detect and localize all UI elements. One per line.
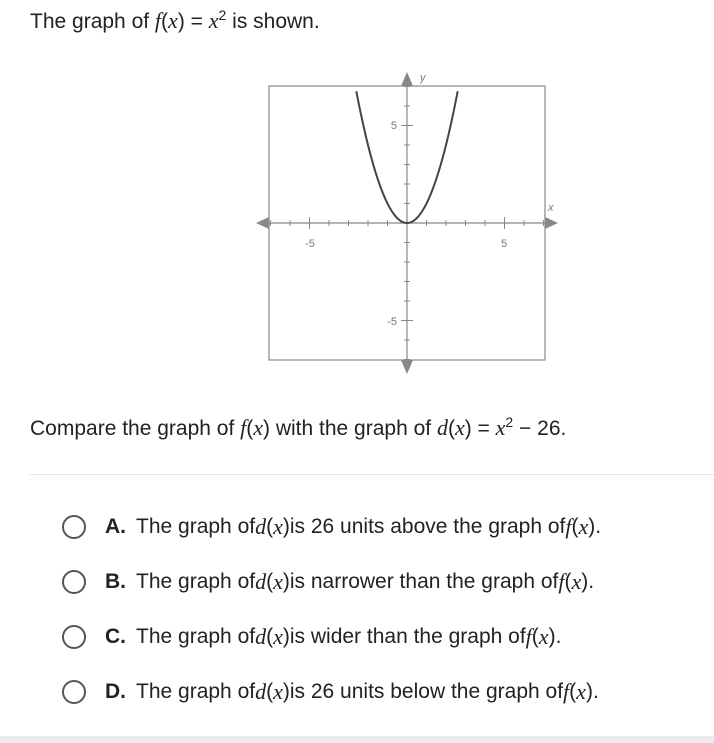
- function-name: f: [565, 514, 572, 539]
- variable: x: [578, 514, 589, 539]
- radio-button[interactable]: [62, 680, 86, 704]
- divider: [30, 474, 714, 475]
- exponent: 2: [218, 7, 227, 23]
- option-text: The graph of: [136, 515, 256, 538]
- option-letter: C.: [105, 625, 126, 648]
- function-graph: [250, 62, 565, 380]
- variable: x: [454, 415, 465, 440]
- option-letter: B.: [105, 570, 126, 593]
- function-name: f: [525, 624, 532, 649]
- function-name: d: [255, 679, 267, 704]
- radio-button[interactable]: [62, 625, 86, 649]
- prompt-middle: with the graph of: [270, 417, 437, 440]
- equals: =: [471, 417, 496, 440]
- variable: x: [571, 569, 582, 594]
- question-prompt: [30, 8, 320, 35]
- function-name: d: [255, 624, 267, 649]
- option-text: is 26 units below the graph of: [289, 680, 564, 703]
- y-tick-label-5: 5: [390, 120, 397, 132]
- radio-button[interactable]: [62, 515, 86, 539]
- y-axis-label: y: [420, 72, 426, 84]
- option-c[interactable]: C. The graph of d ( x ) is wider than the graph of f ( x ) .: [62, 621, 561, 653]
- function-name: d: [255, 569, 267, 594]
- option-text: The graph of: [136, 680, 256, 703]
- option-text: is 26 units above the graph of: [289, 515, 566, 538]
- prompt-suffix: is shown.: [226, 10, 320, 33]
- variable: x: [273, 624, 283, 649]
- x-axis-arrow-right: [545, 217, 558, 229]
- option-text: The graph of: [136, 625, 256, 648]
- function-name: f: [558, 569, 565, 594]
- option-text: is narrower than the graph of: [289, 570, 559, 593]
- function-name: f: [563, 679, 570, 704]
- radio-button[interactable]: [62, 570, 86, 594]
- option-b[interactable]: B. The graph of d ( x ) is narrower than the graph of f ( x ) .: [62, 566, 594, 598]
- option-end: .: [588, 570, 595, 593]
- option-text: is wider than the graph of: [289, 625, 526, 648]
- prompt-text: The graph of: [30, 10, 155, 33]
- option-d[interactable]: D. The graph of d ( x ) is 26 units below the graph of f ( x ) .: [62, 676, 599, 708]
- function-name: f: [240, 415, 247, 440]
- function-name: f: [154, 8, 162, 33]
- y-tick-label-neg5: -5: [387, 316, 397, 328]
- variable: x: [253, 415, 264, 440]
- prompt-text: Compare the graph of: [30, 417, 241, 440]
- option-end: .: [592, 680, 599, 703]
- variable: x: [576, 679, 586, 704]
- option-a[interactable]: A. The graph of d ( x ) is 26 units above the graph of f ( x ) .: [62, 511, 601, 543]
- x-tick-label-5: 5: [500, 238, 508, 250]
- function-name: d: [255, 514, 267, 539]
- prompt-suffix: − 26.: [513, 417, 567, 440]
- function-name: d: [436, 415, 448, 440]
- option-text: The graph of: [136, 570, 256, 593]
- comparison-prompt: Compare the graph of f(x) with the graph of $d(x) = x^2 - 26$.: [30, 414, 567, 440]
- exponent: 2: [505, 414, 514, 430]
- y-axis-arrow-up: [401, 72, 413, 86]
- variable: x: [168, 8, 178, 33]
- variable: x: [273, 514, 283, 539]
- x-axis-label: x: [548, 202, 554, 214]
- x-tick-label-neg5: -5: [305, 238, 315, 250]
- option-end: .: [595, 515, 602, 538]
- variable: x: [208, 8, 219, 33]
- option-end: .: [555, 625, 562, 648]
- y-axis-arrow-down: [401, 360, 413, 374]
- variable: x: [273, 679, 283, 704]
- bottom-bar: [0, 736, 714, 743]
- paren-close: ): [177, 10, 185, 33]
- variable: x: [495, 415, 506, 440]
- option-letter: A.: [105, 515, 126, 538]
- option-letter: D.: [105, 680, 126, 703]
- equals: =: [184, 10, 209, 33]
- variable: x: [273, 569, 283, 594]
- paren-open: (: [161, 10, 169, 33]
- x-axis-arrow-left: [256, 217, 269, 229]
- variable: x: [538, 624, 549, 649]
